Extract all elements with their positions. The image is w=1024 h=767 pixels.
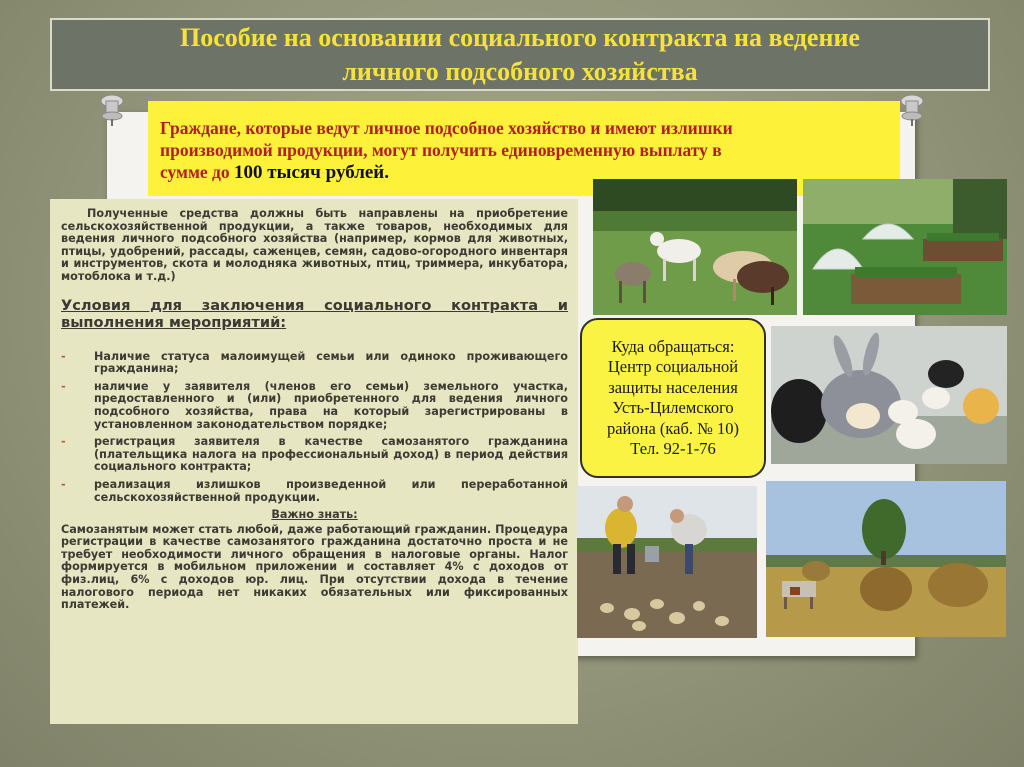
potato-harvest-photo bbox=[577, 486, 757, 638]
goats-photo bbox=[593, 179, 797, 315]
contact-phone: Тел. 92-1-76 bbox=[630, 439, 716, 458]
raised-beds-greenhouse-icon bbox=[803, 179, 1007, 315]
condition-item: - реализация излишков произведенной или переработанной сельскохозяйственной продукции. bbox=[61, 477, 568, 504]
page-title bbox=[180, 21, 860, 89]
cows-hay-bales-icon bbox=[766, 481, 1006, 637]
pushpin-left-icon bbox=[99, 93, 125, 127]
contact-line-4: Усть-Цилемского bbox=[612, 398, 734, 417]
hay-bales-photo bbox=[766, 481, 1006, 637]
bullet-dash: - bbox=[61, 349, 66, 363]
condition-item: - регистрация заявителя в качестве самозанятого гражданина (плательщика налога на профессиональный доход) в период действия социального контракта; bbox=[61, 435, 568, 474]
banner-period: . bbox=[384, 162, 390, 183]
condition-item: - наличие у заявителя (членов его семьи) земельного участка, предоставленного и (или) приобретенного для ведения личного подсобного хозяйства, права на который зарегистрированы в установленном законодательством порядке; bbox=[61, 379, 568, 431]
info-text-panel bbox=[50, 199, 578, 724]
important-label: Важно знать: bbox=[271, 508, 358, 522]
goats-pasture-icon bbox=[593, 179, 797, 315]
contact-heading: Куда обращаться: bbox=[611, 336, 735, 356]
contact-line-3: защиты населения bbox=[608, 377, 738, 397]
condition-item: - Наличие статуса малоимущей семьи или одиноко проживающего гражданина; bbox=[61, 349, 568, 376]
conditions-list bbox=[61, 351, 568, 505]
contact-line-2: Центр социальной bbox=[607, 357, 739, 376]
conditions-title: Условия для заключения социального контракта и выполнения мероприятий: bbox=[61, 296, 568, 331]
bullet-dash: - bbox=[61, 379, 66, 393]
pushpin-right-icon bbox=[899, 93, 925, 127]
people-harvesting-potatoes-icon bbox=[577, 486, 757, 638]
title-line-2: личного подсобного хозяйства bbox=[342, 56, 698, 86]
rabbits-chicks-photo bbox=[771, 326, 1007, 464]
rabbits-chicks-eggs-icon bbox=[771, 326, 1007, 464]
important-paragraph: Самозанятым может стать любой, даже работающий гражданин. Процедура регистрации в качестве самозанятого гражданина достаточно проста и не требует необходимости личного обращения в налоговые органы. Налог формируется в мобильном приложении и составляет 4% с доходов от физ.лиц, 6% с доходов юр. лиц. При отсутствии дохода в течение налогового периода нет никаких обязательных или фиксированных платежей. bbox=[61, 522, 568, 612]
contact-line-5: района (каб. № 10) bbox=[606, 418, 740, 438]
payout-amount: 100 тысяч рублей bbox=[234, 162, 385, 183]
intro-paragraph: Полученные средства должны быть направлены на приобретение сельскохозяйственной продукции, а также товаров, необходимых для ведения личного подсобного хозяйства (например, кормов для животных, птицы, удобрений, рассады, саженцев, семян, садово-огородного инвентаря и инструментов, скота и молодняка животных, птиц, триммера, инкубатора, мотоблока и т.д.) bbox=[61, 207, 568, 283]
title-line-1: Пособие на основании социального контракта на ведение bbox=[180, 22, 860, 52]
banner-line-1: Граждане, которые ведут личное подсобное хозяйство и имеют излишки bbox=[160, 118, 733, 138]
contact-info-box bbox=[580, 318, 766, 478]
bullet-dash: - bbox=[61, 435, 66, 449]
greenhouse-beds-photo bbox=[803, 179, 1007, 315]
bullet-dash: - bbox=[61, 477, 66, 491]
banner-line-2: производимой продукции, могут получить единовременную выплату в bbox=[160, 140, 722, 160]
banner-line-3-prefix: сумме до bbox=[160, 162, 235, 182]
title-box bbox=[50, 18, 990, 91]
